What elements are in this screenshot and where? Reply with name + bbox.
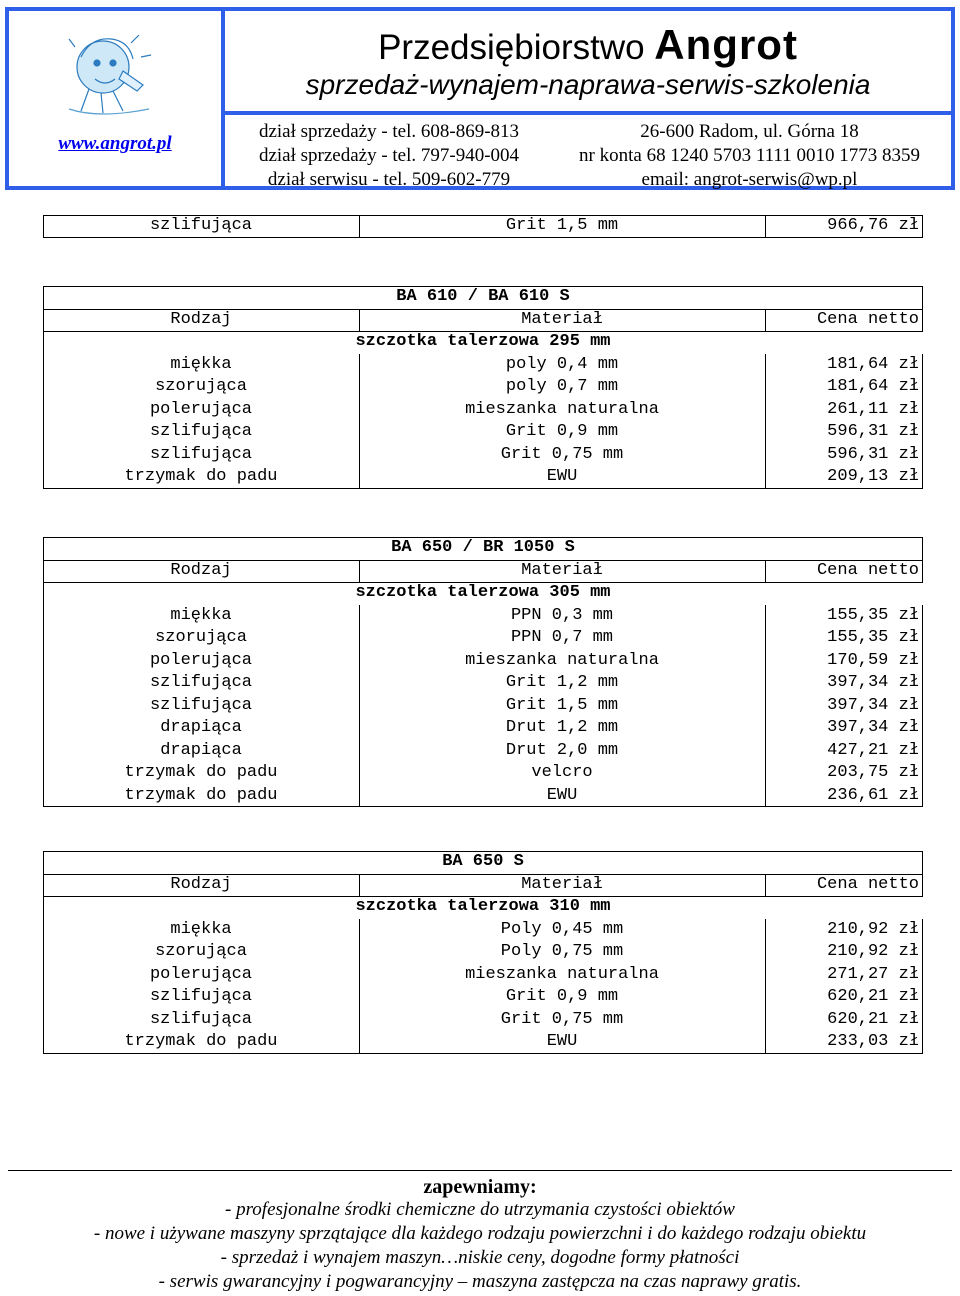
column-header-cena: Cena netto	[816, 310, 919, 329]
cell-rodzaj: polerująca	[149, 965, 253, 984]
table-row	[43, 1031, 923, 1053]
tagline: sprzedaż-wynajem-naprawa-serwis-szkolenia	[305, 69, 871, 100]
cell-material: PPN 0,3 mm	[510, 606, 614, 625]
cell-material: Poly 0,75 mm	[500, 942, 624, 961]
table-row	[43, 762, 923, 784]
cell-rodzaj: szorująca	[155, 942, 247, 961]
cell-rodzaj: miękka	[170, 606, 232, 625]
cell-cena: 596,31 zł	[827, 445, 919, 464]
cell-rodzaj: szlifująca	[149, 673, 253, 692]
company-name	[225, 21, 951, 68]
table-row	[43, 627, 923, 649]
table-row	[43, 605, 923, 627]
table-row	[43, 785, 923, 807]
table-row	[43, 421, 923, 443]
footer-line: - sprzedaż i wynajem maszyn…niskie ceny, dogodne formy płatności	[220, 1247, 740, 1268]
cell-rodzaj: szlifująca	[149, 987, 253, 1006]
phone-contacts	[229, 120, 549, 192]
cell-cena: 181,64 zł	[827, 377, 919, 396]
table-subtitle: szczotka talerzowa 295 mm	[355, 332, 611, 351]
cell-material: poly 0,4 mm	[505, 355, 619, 374]
table-title: BA 610 / BA 610 S	[396, 287, 570, 306]
cell-material: Drut 1,2 mm	[505, 718, 619, 737]
table-row	[43, 941, 923, 963]
table-row	[43, 376, 923, 398]
cell-rodzaj: szlifująca	[149, 445, 253, 464]
table-row	[43, 1009, 923, 1031]
letterhead	[5, 7, 955, 190]
table-subtitle: szczotka talerzowa 310 mm	[355, 897, 611, 916]
table-row	[43, 740, 923, 762]
cell-cena: 596,31 zł	[827, 422, 919, 441]
cell-cena: 261,11 zł	[827, 400, 919, 419]
cell-rodzaj: szorująca	[155, 377, 247, 396]
table-row	[43, 444, 923, 466]
cell-material: Poly 0,45 mm	[500, 920, 624, 939]
table-row	[43, 964, 923, 986]
price-table-ba650s	[43, 851, 923, 1054]
cell-rodzaj: szlifująca	[149, 1010, 253, 1029]
cell-cena: 155,35 zł	[827, 628, 919, 647]
cell-cena: 427,21 zł	[827, 741, 919, 760]
cell-rodzaj: szlifująca	[149, 216, 253, 235]
column-header-rodzaj: Rodzaj	[170, 561, 232, 580]
cell-material: poly 0,7 mm	[505, 377, 619, 396]
cell-rodzaj: trzymak do padu	[124, 786, 278, 805]
table-row	[43, 354, 923, 376]
cell-rodzaj: miękka	[170, 920, 232, 939]
phone-line: dział serwisu - tel. 509-602-779	[267, 169, 511, 190]
address-line: 26-600 Radom, ul. Górna 18	[640, 121, 859, 142]
column-header-cena: Cena netto	[816, 561, 919, 580]
table-subtitle: szczotka talerzowa 305 mm	[355, 583, 611, 602]
footer-title: zapewniamy:	[423, 1176, 537, 1198]
company-prefix: Przedsiębiorstwo	[378, 28, 645, 67]
column-header-material: Materiał	[521, 310, 603, 329]
cell-rodzaj: drapiąca	[160, 718, 242, 737]
cell-material: Grit 1,2 mm	[505, 673, 619, 692]
cell-cena: 620,21 zł	[827, 1010, 919, 1029]
cell-cena: 397,34 zł	[827, 673, 919, 692]
email: email: angrot-serwis@wp.pl	[641, 169, 858, 190]
header-divider	[221, 111, 951, 115]
cell-material: Grit 0,9 mm	[505, 987, 619, 1006]
cell-material: Grit 1,5 mm	[505, 696, 619, 715]
cell-cena: 966,76 zł	[827, 216, 919, 235]
cell-cena: 181,64 zł	[827, 355, 919, 374]
website-link[interactable]: www.angrot.pl	[58, 133, 172, 154]
price-table-ba610	[43, 286, 923, 489]
table-row	[43, 672, 923, 694]
cell-material: Grit 0,9 mm	[505, 422, 619, 441]
footer-divider	[8, 1170, 952, 1171]
table-title: BA 650 / BR 1050 S	[391, 538, 575, 557]
cell-cena: 203,75 zł	[827, 763, 919, 782]
cell-material: velcro	[531, 763, 593, 782]
table-row	[43, 466, 923, 488]
cell-material: EWU	[546, 1032, 578, 1051]
cell-cena: 271,27 zł	[827, 965, 919, 984]
footer-line: - nowe i używane maszyny sprzątające dla każdego rodzaju powierzchni i do każdego rodzaju obiektu	[93, 1223, 867, 1244]
cell-rodzaj: szlifująca	[149, 696, 253, 715]
table-title: BA 650 S	[442, 852, 524, 871]
cell-rodzaj: miękka	[170, 355, 232, 374]
cell-cena: 233,03 zł	[827, 1032, 919, 1051]
cell-material: Grit 0,75 mm	[500, 445, 624, 464]
cell-cena: 210,92 zł	[827, 920, 919, 939]
cell-cena: 397,34 zł	[827, 718, 919, 737]
cell-rodzaj: polerująca	[149, 651, 253, 670]
continued-table-row	[43, 215, 923, 238]
address-block	[554, 120, 945, 192]
column-header-cena: Cena netto	[816, 875, 919, 894]
price-table-ba650-br1050	[43, 537, 923, 807]
column-header-material: Materiał	[521, 875, 603, 894]
cell-cena: 397,34 zł	[827, 696, 919, 715]
cell-cena: 236,61 zł	[827, 786, 919, 805]
cell-cena: 210,92 zł	[827, 942, 919, 961]
cell-rodzaj: szorująca	[155, 628, 247, 647]
table-row	[43, 717, 923, 739]
cell-rodzaj: drapiąca	[160, 741, 242, 760]
cell-cena: 209,13 zł	[827, 467, 919, 486]
cell-rodzaj: trzymak do padu	[124, 1032, 278, 1051]
cell-cena: 155,35 zł	[827, 606, 919, 625]
cell-material: Drut 2,0 mm	[505, 741, 619, 760]
cell-rodzaj: trzymak do padu	[124, 763, 278, 782]
cell-material: Grit 1,5 mm	[505, 216, 619, 235]
cell-rodzaj: szlifująca	[149, 422, 253, 441]
table-row	[43, 650, 923, 672]
cell-material: mieszanka naturalna	[465, 651, 659, 670]
cell-material: PPN 0,7 mm	[510, 628, 614, 647]
column-header-rodzaj: Rodzaj	[170, 875, 232, 894]
column-header-rodzaj: Rodzaj	[170, 310, 232, 329]
cell-material: EWU	[546, 786, 578, 805]
phone-line: dział sprzedaży - tel. 608-869-813	[258, 121, 520, 142]
cell-cena: 620,21 zł	[827, 987, 919, 1006]
column-header-material: Materiał	[521, 561, 603, 580]
cell-material: mieszanka naturalna	[465, 400, 659, 419]
table-row	[43, 399, 923, 421]
footer-line: - serwis gwarancyjny i pogwarancyjny – maszyna zastępcza na czas naprawy gratis.	[158, 1271, 802, 1292]
table-row	[43, 919, 923, 941]
table-row	[43, 695, 923, 717]
cell-cena: 170,59 zł	[827, 651, 919, 670]
company-brand: Angrot	[654, 21, 798, 68]
bank-account: nr konta 68 1240 5703 1111 0010 1773 8359	[579, 145, 920, 166]
cell-material: EWU	[546, 467, 578, 486]
logo-illustration	[61, 27, 161, 127]
phone-line: dział sprzedaży - tel. 797-940-004	[258, 145, 520, 166]
footer-line: - profesjonalne środki chemiczne do utrzymania czystości obiektów	[225, 1199, 735, 1220]
cell-material: mieszanka naturalna	[465, 965, 659, 984]
cell-rodzaj: polerująca	[149, 400, 253, 419]
cell-rodzaj: trzymak do padu	[124, 467, 278, 486]
cell-material: Grit 0,75 mm	[500, 1010, 624, 1029]
table-row	[43, 986, 923, 1008]
